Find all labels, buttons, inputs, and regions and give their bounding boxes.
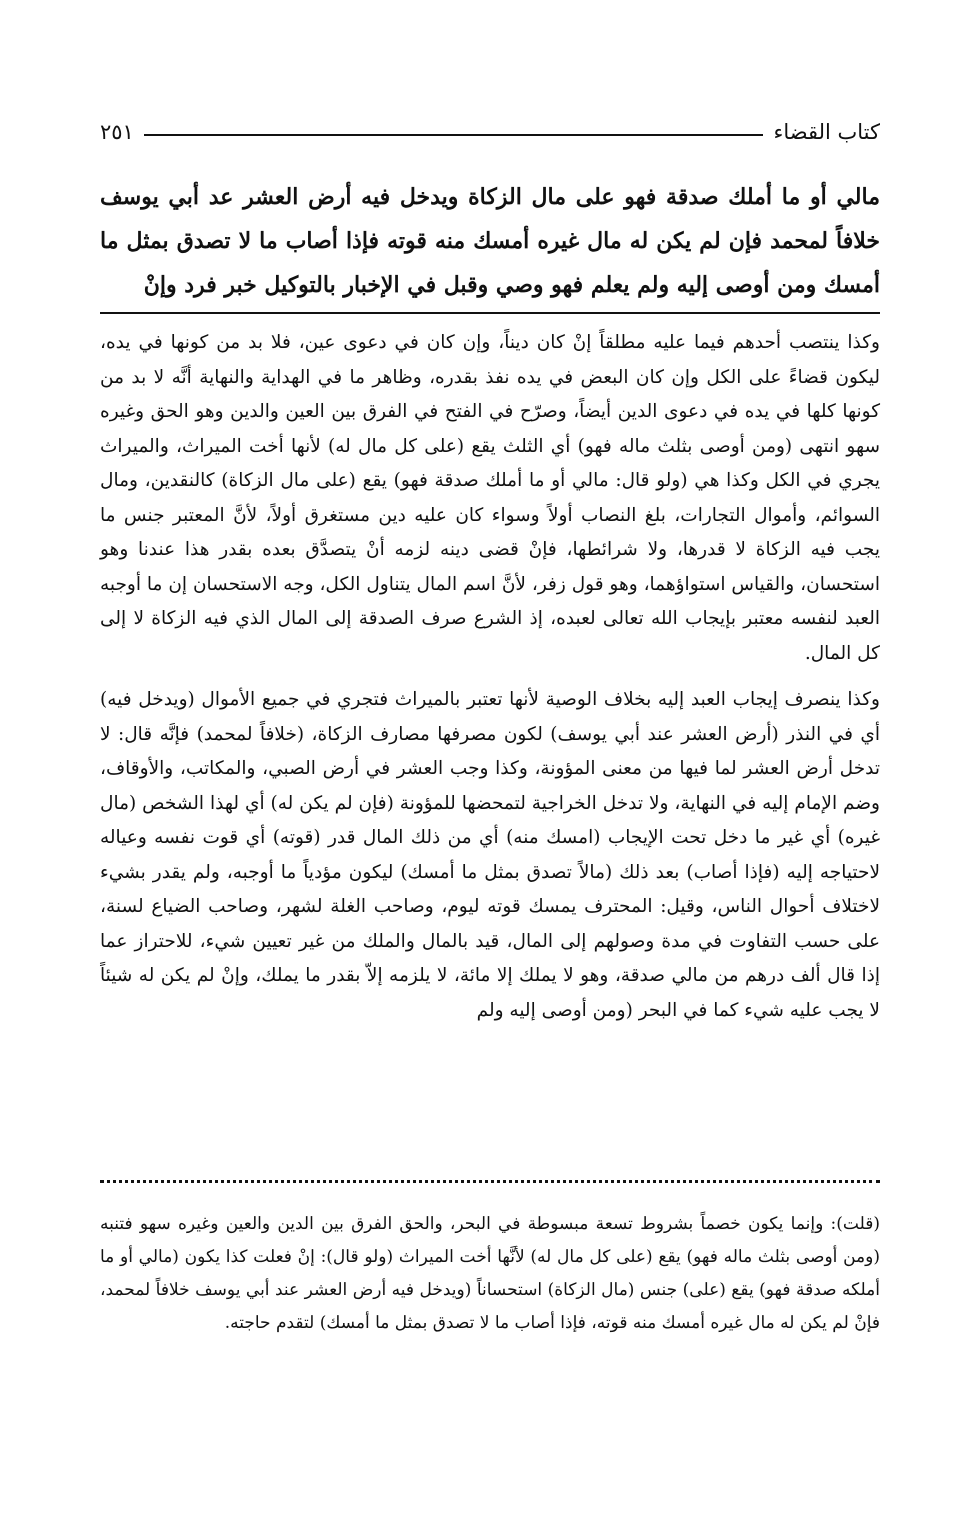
page-header	[100, 112, 880, 152]
commentary	[100, 326, 880, 1028]
header-rule	[144, 134, 764, 136]
commentary-paragraph-1: وكذا ينتصب أحدهم فيما عليه مطلقاً إنْ كان ديناً، وإن كان في دعوى عين، فلا بد من كونها في يده، ليكون قضاءً على الكل وإن كان البعض في يده نفذ بقدره، وظاهر ما في الهداية والنهاية أنَّه لا بد من كونها كلها في يده في دعوى الدين أيضاً، وصرّح في الفتح في الفرق بين العين والدين وهو الحق وغيره سهو انتهى (ومن أوصى بثلث ماله فهو) أي الثلث يقع (على كل مال له) لأنها أخت الميراث، والميراث يجري في الكل وكذا هي (ولو قال: مالي أو ما أملك صدقة فهو) يقع (على مال الزكاة) كالنقدين، ومال السوائم، وأموال التجارات، بلغ النصاب أولاً وسواء كان عليه دين مستغرق أولاً، لأنَّ المعتبر جنس ما يجب فيه الزكاة لا قدرها، ولا شرائطها، فإنْ قضى دينه لزمه أنْ يتصدَّق بعده بقدر هذا عندنا وهو استحسان، والقياس استواؤهما، وهو قول زفر، لأنَّ اسم المال يتناول الكل، وجه الاستحسان إن ما أوجبه العبد لنفسه معتبر بإيجاب الله تعالى لعبده، إذ الشرع صرف الصدقة إلى المال الذي فيه الزكاة لا إلى كل المال.	[100, 332, 881, 664]
footnote-paragraph: (قلت): وإنما يكون خصماً بشروط تسعة مبسوطة في البحر، والحق الفرق بين الدين والعين وغيره سهو فتنبه (ومن أوصى بثلث ماله فهو) يقع (على كل مال له) لأنَّها أخت الميراث (ولو قال): إنْ فعلت كذا يكون (مالي أو ما أملكه صدقة فهو) يقع (على) جنس (مال الزكاة) استحساناً (ويدخل فيه أرض العشر عند أبي يوسف خلافاً لمحمد، فإنْ لم يكن له مال غيره أمسك منه قوته، فإذا أصاب ما لا تصدق بمثل ما أمسك) لتقدم حاجته.	[100, 1214, 880, 1333]
page-number: ٢٥١	[100, 120, 134, 144]
main-text-divider	[100, 312, 880, 314]
main-text-paragraph: مالي أو ما أملك صدقة فهو على مال الزكاة ويدخل فيه أرض العشر عد أبي يوسف خلافاً لمحمد فإن لم يكن له مال غيره أمسك منه قوته فإذا أصاب ما لا تصدق بمثل ما أمسك ومن أوصى إليه ولم يعلم فهو وصي وقبل في الإخبار بالتوكيل خبر فرد وإنْ	[100, 184, 880, 298]
commentary-paragraph-2: وكذا ينصرف إيجاب العبد إليه بخلاف الوصية لأنها تعتبر بالميراث فتجري في جميع الأموال (ويدخل فيه) أي في النذر (أرض العشر عند أبي يوسف) لكون مصرفها مصارف الزكاة، (خلافاً لمحمد) فإنَّه قال: لا تدخل أرض العشر لما فيها من معنى المؤونة، وكذا وجب العشر في أرض الصبي، والمكاتب، والأوقاف، وضم الإمام إليه في النهاية، ولا تدخل الخراجية لتمحضها للمؤونة (فإن لم يكن له) أي لهذا الشخص (مال غيره) أي غير ما دخل تحت الإيجاب (امسك منه) أي من ذلك المال قدر (قوته) أي قوت نفسه وعياله لاحتياجه إليه (فإذا أصاب) بعد ذلك (مالاً تصدق بمثل ما أمسك) ليكون مؤدياً ما أوجبه، ولم يقدر بشيء لاختلاف أحوال الناس، وقيل: المحترف يمسك قوته ليوم، وصاحب الغلة لشهر، وصاحب الضياع لسنة، على حسب التفاوت في مدة وصولهم إلى المال، قيد بالمال والملك من غير تعيين شيء، للاحتراز عما إذا قال ألف درهم من مالي صدقة، وهو لا يملك إلا مائة، لا يلزمه إلاّ بقدر ما يملك، وإنْ لم يكن له شيئاً لا يجب عليه شيء كما في البحر (ومن أوصى إليه ولم	[100, 689, 880, 1021]
footnote	[100, 1208, 880, 1340]
main-text	[100, 175, 880, 307]
chapter-title: كتاب القضاء	[773, 120, 880, 144]
dotted-separator	[100, 1180, 880, 1189]
